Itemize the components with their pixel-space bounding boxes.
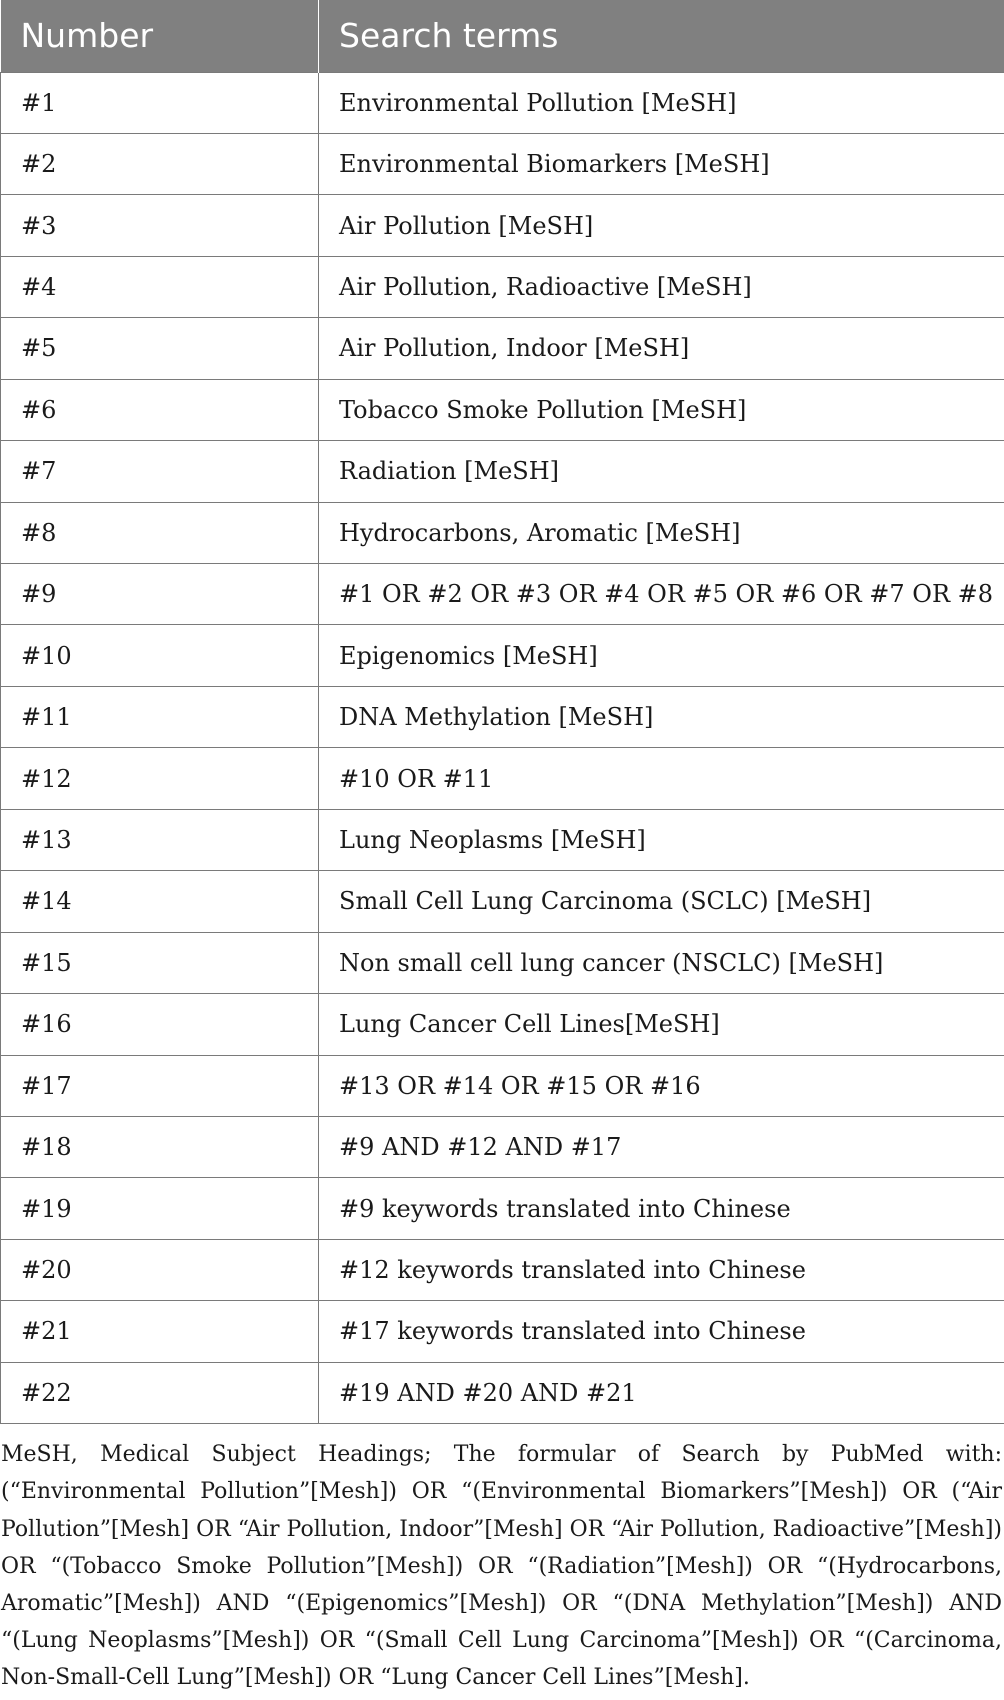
row-number-cell: #5 [1,318,319,379]
row-number-cell: #18 [1,1116,319,1177]
row-number-cell: #2 [1,133,319,194]
row-number-cell: #21 [1,1301,319,1362]
table-row [1,994,1004,1055]
table-header-row [1,0,1004,72]
row-search-term-cell: #9 keywords translated into Chinese [319,1178,1004,1239]
row-search-term-cell: Epigenomics [MeSH] [319,625,1004,686]
table-row [1,932,1004,993]
table-row [1,441,1004,502]
table-row [1,1055,1004,1116]
row-search-term-cell: #13 OR #14 OR #15 OR #16 [319,1055,1004,1116]
row-search-term-cell: Hydrocarbons, Aromatic [MeSH] [319,502,1004,563]
row-search-term-cell: Lung Neoplasms [MeSH] [319,809,1004,870]
table-row [1,809,1004,870]
table-row [1,1239,1004,1300]
table-row [1,871,1004,932]
row-number-cell: #7 [1,441,319,502]
row-number-cell: #17 [1,1055,319,1116]
row-number-cell: #15 [1,932,319,993]
table-row [1,502,1004,563]
table-row [1,318,1004,379]
row-search-term-cell: #10 OR #11 [319,748,1004,809]
row-number-cell: #12 [1,748,319,809]
table-row [1,72,1004,133]
table-body [1,72,1004,1424]
row-search-term-cell: #9 AND #12 AND #17 [319,1116,1004,1177]
row-number-cell: #22 [1,1362,319,1423]
row-search-term-cell: Non small cell lung cancer (NSCLC) [MeSH] [319,932,1004,993]
row-search-term-cell: #1 OR #2 OR #3 OR #4 OR #5 OR #6 OR #7 OR #8 [319,564,1004,625]
table-row [1,133,1004,194]
table-footnote: MeSH, Medical Subject Headings; The formular of Search by PubMed with: (“Environmental Pollution”[Mesh]) OR “(Environmental Biomarkers”[Mesh]) OR (“Air Pollution”[Mesh] OR “Air Pollution, Indoor”[Mesh] OR “Air Pollution, Radioactive”[Mesh]) OR “(Tobacco Smoke Pollution”[Mesh]) OR “(Radiation”[Mesh]) OR “(Hydrocarbons, Aromatic”[Mesh]) AND “(Epigenomics”[Mesh]) OR “(DNA Methylation”[Mesh]) AND “(Lung Neoplasms”[Mesh]) OR “(Small Cell Lung Carcinoma”[Mesh]) OR “(Carcinoma, Non-Small-Cell Lung”[Mesh]) OR “Lung Cancer Cell Lines”[Mesh]. [1,1442,1002,1691]
table-row [1,686,1004,747]
table-row [1,564,1004,625]
row-search-term-cell: Tobacco Smoke Pollution [MeSH] [319,379,1004,440]
row-number-cell: #14 [1,871,319,932]
row-number-cell: #10 [1,625,319,686]
row-search-term-cell: Radiation [MeSH] [319,441,1004,502]
table-row [1,625,1004,686]
row-number-cell: #1 [1,72,319,133]
row-number-cell: #3 [1,195,319,256]
table-row [1,1362,1004,1423]
row-search-term-cell: Environmental Pollution [MeSH] [319,72,1004,133]
table-row [1,1178,1004,1239]
row-search-term-cell: Air Pollution [MeSH] [319,195,1004,256]
row-number-cell: #8 [1,502,319,563]
table-row [1,256,1004,317]
table-row [1,195,1004,256]
row-number-cell: #16 [1,994,319,1055]
row-number-cell: #11 [1,686,319,747]
row-number-cell: #13 [1,809,319,870]
row-search-term-cell: #12 keywords translated into Chinese [319,1239,1004,1300]
table-row [1,379,1004,440]
row-search-term-cell: Air Pollution, Radioactive [MeSH] [319,256,1004,317]
table-row [1,1301,1004,1362]
row-search-term-cell: Environmental Biomarkers [MeSH] [319,133,1004,194]
row-number-cell: #9 [1,564,319,625]
row-number-cell: #6 [1,379,319,440]
row-search-term-cell: #17 keywords translated into Chinese [319,1301,1004,1362]
header-search-terms: Search terms [319,0,1004,72]
row-search-term-cell: Air Pollution, Indoor [MeSH] [319,318,1004,379]
table-row [1,1116,1004,1177]
row-search-term-cell: #19 AND #20 AND #21 [319,1362,1004,1423]
row-number-cell: #4 [1,256,319,317]
row-search-term-cell: Small Cell Lung Carcinoma (SCLC) [MeSH] [319,871,1004,932]
row-number-cell: #20 [1,1239,319,1300]
header-number: Number [1,0,319,72]
table-row [1,748,1004,809]
row-search-term-cell: DNA Methylation [MeSH] [319,686,1004,747]
row-number-cell: #19 [1,1178,319,1239]
row-search-term-cell: Lung Cancer Cell Lines[MeSH] [319,994,1004,1055]
